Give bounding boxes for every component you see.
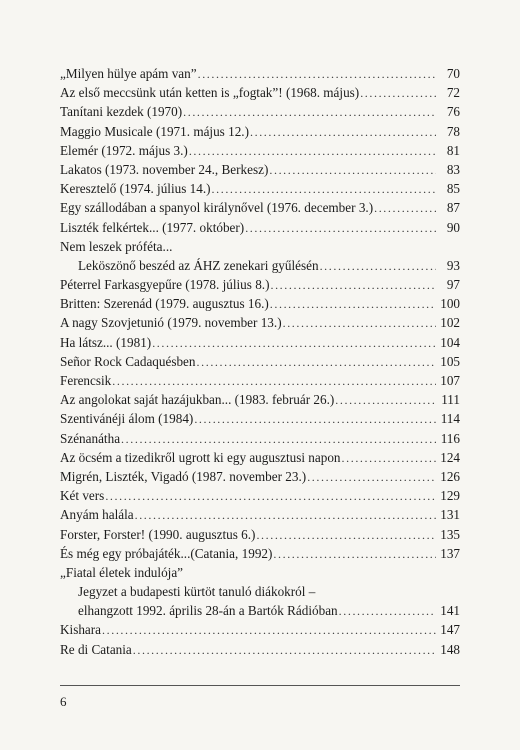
toc-entry-title: A nagy Szovjetunió (1979. november 13.) (60, 315, 282, 331)
toc-entry-page: 104 (440, 334, 460, 350)
toc-entry (60, 429, 460, 448)
toc-entry (60, 275, 460, 294)
toc-leader-dots (270, 295, 436, 314)
toc-entry-page: 97 (446, 277, 460, 293)
toc-entry-title: Két vers (60, 488, 105, 504)
toc-entry-page: 90 (446, 219, 460, 235)
toc-leader-dots (360, 84, 436, 103)
toc-entry-title: Lakatos (1973. november 24., Berkesz) (60, 161, 269, 177)
toc-entry (60, 409, 460, 428)
toc-entry-page: 81 (446, 142, 460, 158)
toc-entry-page: 87 (446, 200, 460, 216)
toc-entry-title: Az első meccsünk után ketten is „fogtak”! (1968. május) (60, 85, 360, 101)
toc-entry-page: 105 (440, 353, 460, 369)
toc-entry-title: Maggio Musicale (1971. május 12.) (60, 123, 249, 139)
toc-leader-dots (135, 506, 436, 525)
toc-leader-dots (270, 276, 436, 295)
toc-leader-dots (183, 103, 436, 122)
toc-leader-dots (198, 65, 436, 84)
toc-entry (60, 371, 460, 390)
toc-entry-page: 102 (440, 315, 460, 331)
toc-entry-page: 111 (441, 392, 460, 408)
toc-leader-dots (307, 468, 436, 487)
toc-entry-page: 124 (440, 449, 460, 465)
toc-entry-title: Ha látsz... (1981) (60, 334, 152, 350)
toc-entry (60, 313, 460, 332)
toc-leader-dots (256, 526, 436, 545)
toc-entry-title: Keresztelő (1974. július 14.) (60, 181, 211, 197)
toc-entry-title: Nem leszek próféta... (60, 238, 173, 254)
toc-entry-title: Szénanátha (60, 430, 121, 446)
toc-entry (60, 333, 460, 352)
toc-entry-page: 107 (440, 373, 460, 388)
toc-entry (60, 237, 460, 256)
toc-leader-dots (250, 123, 436, 142)
toc-entry-page: 93 (446, 257, 460, 273)
toc-leader-dots (269, 161, 436, 180)
toc-entry (60, 525, 460, 544)
toc-leader-dots (197, 353, 436, 372)
toc-entry-title: Szentivánéji álom (1984) (60, 411, 194, 427)
toc-entry-title: Leköszönő beszéd az ÁHZ zenekari gyűlésén (78, 257, 319, 273)
toc-entry-title: Péterrel Farkasgyepűre (1978. július 8.) (60, 277, 270, 293)
toc-leader-dots (152, 334, 436, 353)
toc-entry (60, 620, 460, 639)
toc-entry-title: „Milyen hülye apám van” (60, 66, 197, 81)
toc-entry-title: Forster, Forster! (1990. augusztus 6.) (60, 526, 256, 542)
toc-entry-page: 100 (440, 296, 460, 312)
toc-entry-page: 141 (440, 603, 460, 619)
toc-entry (60, 352, 460, 371)
toc-leader-dots (133, 641, 436, 660)
toc-leader-dots (121, 430, 436, 449)
toc-entry-title: „Fiatal életek indulója” (60, 564, 184, 580)
toc-entry (60, 486, 460, 505)
toc-entry-page: 116 (440, 430, 460, 446)
toc-entry-title: Az angolokat saját hazájukban... (1983. február 26.) (60, 392, 335, 408)
toc-leader-dots (273, 545, 436, 564)
toc-leader-dots (283, 314, 436, 333)
toc-entry-page: 137 (440, 545, 460, 561)
toc-entry (60, 160, 460, 179)
toc-entry (60, 467, 460, 486)
toc-entry-title: Liszték felkértek... (1977. október) (60, 219, 245, 235)
toc-entry (60, 582, 460, 601)
toc-entry (60, 256, 460, 275)
toc-entry (60, 544, 460, 563)
toc-entry-page: 72 (446, 85, 460, 101)
toc-entry (60, 198, 460, 217)
toc-leader-dots (212, 180, 436, 199)
toc-entry-title: Britten: Szerenád (1979. augusztus 16.) (60, 296, 269, 312)
toc-entry-page: 129 (440, 488, 460, 504)
toc-leader-dots (320, 257, 436, 276)
toc-entry-page: 135 (440, 526, 460, 542)
toc-entry-title: Kishara (60, 622, 102, 638)
toc-entry (60, 601, 460, 620)
toc-entry (60, 640, 460, 659)
toc-entry (60, 448, 460, 467)
toc-leader-dots (335, 391, 436, 410)
toc-entry-page: 147 (440, 622, 460, 638)
toc-entry-page: 70 (446, 66, 460, 81)
toc-entry (60, 294, 460, 313)
toc-entry-page: 83 (446, 161, 460, 177)
toc-entry-title: Elemér (1972. május 3.) (60, 142, 188, 158)
toc-entry-title: Egy szállodában a spanyol királynővel (1976. december 3.) (60, 200, 374, 216)
toc-leader-dots (194, 410, 436, 429)
footer-rule (60, 685, 460, 686)
toc-entry-title: elhangzott 1992. április 28-án a Bartók Rádióban (78, 603, 338, 619)
toc-entry (60, 179, 460, 198)
toc-entry-title: Tanítani kezdek (1970) (60, 104, 183, 120)
toc-entry-title: Migrén, Liszték, Vigadó (1987. november 23.) (60, 468, 307, 484)
toc-entry (60, 563, 460, 582)
toc-entry-page: 126 (440, 468, 460, 484)
toc-entry (60, 141, 460, 160)
toc-entry-page: 85 (446, 181, 460, 197)
toc-leader-dots (342, 449, 436, 468)
page-number: 6 (60, 694, 67, 709)
toc-entry (60, 102, 460, 121)
toc-entry-title: Re di Catania (60, 641, 132, 657)
toc-entry (60, 505, 460, 524)
toc-entry-page: 76 (446, 104, 460, 120)
toc-entry-title: És még egy próbajáték...(Catania, 1992) (60, 545, 273, 561)
toc-entry-page: 78 (446, 123, 460, 139)
toc-entry-title: Jegyzet a budapesti kürtöt tanuló diákokról – (78, 584, 316, 600)
toc-entry (60, 218, 460, 237)
toc-entry (60, 122, 460, 141)
toc-leader-dots (105, 487, 436, 506)
toc-entry-title: Az öcsém a tizedikről ugrott ki egy augusztusi napon (60, 449, 341, 465)
toc-entry-title: Ferencsik (60, 373, 112, 388)
toc-leader-dots (374, 199, 436, 218)
toc-entry-page: 131 (440, 507, 460, 523)
toc-leader-dots (102, 621, 436, 640)
toc-leader-dots (189, 142, 436, 161)
toc-entry-page: 114 (440, 411, 460, 427)
toc-entry-title: Anyám halála (60, 507, 134, 523)
toc-entry (60, 390, 460, 409)
toc-entry (60, 64, 460, 83)
toc-entry-page: 148 (440, 641, 460, 657)
toc-leader-dots (245, 219, 436, 238)
toc-leader-dots (339, 602, 436, 621)
toc-entry (60, 83, 460, 102)
table-of-contents (60, 64, 460, 659)
toc-leader-dots (112, 372, 436, 391)
toc-entry-title: Señor Rock Cadaquésben (60, 353, 196, 369)
